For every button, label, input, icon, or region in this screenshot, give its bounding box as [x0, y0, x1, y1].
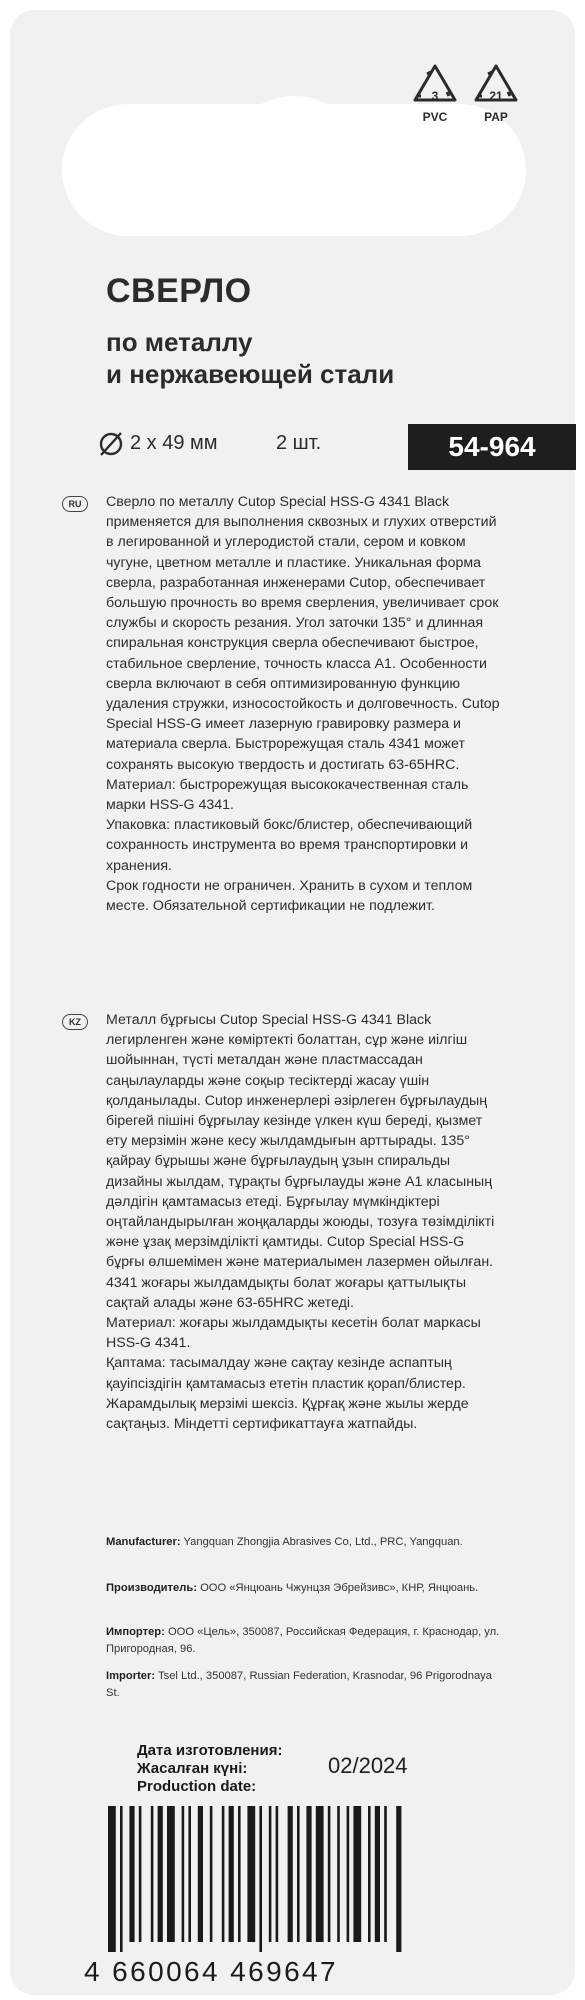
barcode-bar	[188, 1806, 191, 1942]
description-kz-storage: Жарамдылық мерзімі шексіз. Құрғақ және жылы жерде сақтаңыз. Міндетті сертификаттауға жатпайды.	[106, 1395, 469, 1433]
importer-ru-info	[106, 1624, 506, 1658]
product-subtitle	[106, 326, 546, 390]
description-ru-storage: Срок годности не ограничен. Хранить в сухом и теплом месте. Обязательной сертификации не подлежит.	[106, 877, 473, 915]
production-date-label-kz: Жасалған күні:	[137, 1760, 248, 1777]
description-ru-paragraph: Сверло по металлу Cutop Special HSS-G 4341 Black применяется для выполнения сквозных и глухих отверстий в легированной и углеродистой стали, сером и ковком чугуне, цветном металле и пластике. Уникальная форма сверла, разработанная инженерами Cutop, обеспечивает большую прочность во время сверления, увеличивает срок службы и скорость резания. Угол заточки 135° и длинная спиральная конструкция сверла обеспечивают быстрое, стабильное сверление, точность класса А1. Особенности сверла включают в себя оптимизированную функцию удаления стружки, износостойкость и долговечность. Cutop Special HSS-G имеет лазерную гравировку размера и материала сверла. Быстрорежущая сталь 4341 может сохранять высокую твердость и достигать 63-65HRC.	[106, 494, 500, 773]
barcode-bar	[297, 1806, 300, 1942]
importer-ru-text: ООО «Цель», 350087, Российская Федерация, г. Краснодар, ул. Пригородная, 96.	[106, 1626, 500, 1655]
recycle-pap-label: PAP	[484, 110, 508, 124]
barcode-bar	[139, 1806, 142, 1942]
production-date-labels	[137, 1742, 282, 1796]
subtitle-line-2: и нержавеющей стали	[106, 359, 395, 389]
producer-text: ООО «Янцюань Чжунцзя Эбрейзивс», КНР, Янцюань.	[200, 1582, 479, 1594]
diameter-icon	[96, 429, 126, 464]
subtitle-line-1: по металлу	[106, 327, 253, 357]
recycle-pvc-label: PVC	[422, 110, 448, 124]
barcode-bar	[316, 1806, 324, 1942]
article-number: 54-964	[408, 424, 576, 470]
manufacturer-text: Yangquan Zhongjia Abrasives Co, Ltd., PRC, Yangquan.	[183, 1536, 463, 1548]
producer-label: Производитель:	[106, 1582, 197, 1594]
recycle-pvc-number: 3	[431, 89, 439, 103]
barcode-bar	[129, 1806, 134, 1942]
barcode-bar	[167, 1806, 175, 1942]
barcode-bar	[384, 1806, 387, 1942]
barcode-bar	[368, 1806, 371, 1942]
recycle-pap-icon	[468, 62, 524, 132]
barcode-bar	[306, 1806, 311, 1942]
barcode-bar	[276, 1806, 279, 1942]
production-date-label-en: Production date:	[137, 1778, 257, 1795]
importer-en-text: Tsel Ltd., 350087, Russian Federation, Krasnodar, 96 Prigorodnaya St.	[106, 1670, 492, 1699]
manufacturer-info	[106, 1534, 506, 1551]
barcode-bar	[158, 1806, 163, 1942]
production-date-value: 02/2024	[328, 1753, 408, 1778]
barcode-bar	[259, 1806, 262, 1952]
manufacturer-label: Manufacturer:	[106, 1536, 181, 1548]
importer-ru-label: Импортер:	[106, 1626, 165, 1638]
barcode-bar	[238, 1806, 241, 1942]
producer-info	[106, 1580, 506, 1597]
drill-size: 2 х 49 мм	[130, 432, 218, 454]
description-kz	[106, 1010, 504, 1434]
barcode-bar	[288, 1806, 293, 1942]
description-kz-packaging: Қаптама: тасымалдау және сақтау кезінде аспаптың қауіпсіздігін қамтамасыз ететін пластик қорап/блистер.	[106, 1355, 466, 1392]
product-title: СВЕРЛО	[106, 272, 252, 310]
barcode-bar	[198, 1806, 203, 1942]
recycle-pvc-icon	[407, 62, 463, 132]
barcode-bar	[108, 1806, 116, 1952]
barcode-bar	[120, 1806, 123, 1952]
barcode-bar	[337, 1806, 340, 1942]
importer-en-info	[106, 1668, 506, 1702]
description-ru-packaging: Упаковка: пластиковый бокс/блистер, обеспечивающий сохранность инструмента во время транспортировки и хранения.	[106, 817, 473, 874]
barcode-bar	[269, 1806, 272, 1942]
barcode-bar	[210, 1806, 213, 1942]
lang-badge-ru: RU	[62, 496, 88, 512]
description-ru	[106, 492, 504, 916]
description-kz-material: Материал: жоғары жылдамдықты кесетін болат маркасы HSS-G 4341.	[106, 1315, 481, 1352]
drill-quantity: 2 шт.	[276, 432, 322, 454]
barcode-digits: 4 660064 469647	[84, 1956, 338, 1987]
barcode-bar	[247, 1806, 255, 1942]
barcode-bar	[182, 1806, 185, 1942]
barcode-bar	[375, 1806, 380, 1942]
barcode-bar	[222, 1806, 225, 1942]
description-kz-paragraph: Металл бұрғысы Cutop Special HSS-G 4341 Black легирленген және көміртекті болаттан, сұр және иілгіш шойыннан, түсті металдан және пластмассадан саңылауларды және соқыр тесіктерді жасау үшін қолданылады. Cutop инженерлері әзірлеген бұрғылаудың бірегей пішіні бұрғылау кезінде үлкен күш береді, қызмет ету мерзімін және кесу жылдамдығын арттырады. 135° қайрау бұрышы және бұрғылаудың ұзын спиральды дизайны жылдам, тұрақты бұрғылауды және А1 класының дәлдігін қамтамасыз етеді. Бұрғылау мүмкіндіктері оңтайландырылған жоңқаларды жоюды, тозуға төзімділікті және ұзақ мерзімділікті қамтиды. Cutop Special HSS-G бұрғы өлшемімен және материалымен лазермен ойылған. 4341 жоғары жылдамдықты болат жоғары қаттылықты сақтай алады және 63-65HRC жетеді.	[106, 1012, 495, 1311]
production-date-label-ru: Дата изготовления:	[137, 1742, 283, 1759]
barcode	[108, 1806, 428, 1952]
barcode-bar	[229, 1806, 234, 1942]
importer-en-label: Importer:	[106, 1670, 156, 1682]
lang-badge-kz: KZ	[62, 1014, 88, 1030]
barcode-bar	[353, 1806, 361, 1942]
barcode-bar	[347, 1806, 350, 1942]
description-ru-material: Материал: быстрорежущая высококачественная сталь марки HSS-G 4341.	[106, 776, 469, 814]
barcode-bar	[328, 1806, 331, 1942]
barcode-bar	[151, 1806, 154, 1942]
recycle-pap-number: 21	[489, 89, 503, 103]
barcode-bar	[396, 1806, 401, 1952]
